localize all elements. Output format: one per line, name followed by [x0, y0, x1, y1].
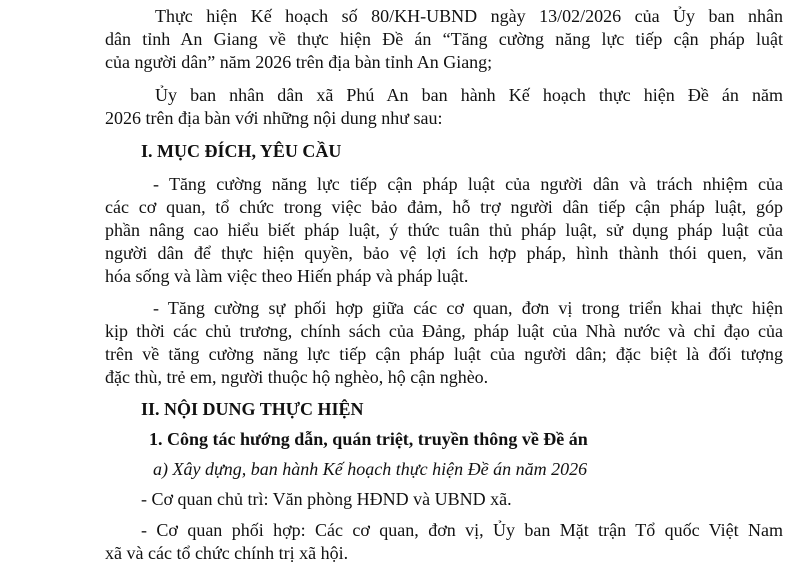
- purpose-paragraph-line: hóa sống và làm việc theo Hiến pháp và pháp luật.: [105, 266, 469, 286]
- purpose-paragraph-line: các cơ quan, tổ chức trong việc bảo đảm, hỗ trợ người dân tiếp cận pháp luật, góp: [105, 197, 783, 217]
- coop-agency-line: - Cơ quan phối hợp: Các cơ quan, đơn vị, Ủy ban Mặt trận Tổ quốc Việt Nam: [141, 520, 783, 540]
- purpose-paragraph-line: phần nâng cao hiểu biết pháp luật, ý thức tuân thủ pháp luật, sử dụng pháp luật của: [105, 220, 783, 240]
- intro-paragraph-line: 2026 trên địa bàn với những nội dung như sau:: [105, 108, 443, 128]
- coop-agency-line: xã và các tổ chức chính trị xã hội.: [105, 543, 349, 563]
- purpose-paragraph-line: đặc thù, trẻ em, người thuộc hộ nghèo, hộ cận nghèo.: [105, 367, 489, 387]
- item-heading: a) Xây dựng, ban hành Kế hoạch thực hiện Đề án năm 2026: [153, 459, 588, 479]
- purpose-paragraph-line: người dân để thực hiện quyền, bảo vệ lợi ích hợp pháp, hình thành thói quen, văn: [105, 243, 783, 263]
- intro-paragraph-line: của người dân” năm 2026 trên địa bàn tỉnh An Giang;: [105, 52, 493, 72]
- section-heading: I. MỤC ĐÍCH, YÊU CẦU: [141, 141, 342, 161]
- intro-paragraph-line: dân tỉnh An Giang về thực hiện Đề án “Tăng cường năng lực tiếp cận pháp luật: [105, 29, 783, 49]
- intro-paragraph-line: Ủy ban nhân dân xã Phú An ban hành Kế hoạch thực hiện Đề án năm: [155, 85, 783, 105]
- subsection-heading: 1. Công tác hướng dẫn, quán triệt, truyền thông về Đề án: [149, 429, 588, 449]
- lead-agency-line: - Cơ quan chủ trì: Văn phòng HĐND và UBND xã.: [141, 489, 512, 509]
- purpose-paragraph-line: kịp thời các chủ trương, chính sách của Đảng, pháp luật của Nhà nước và chỉ đạo của: [105, 321, 783, 341]
- section-heading: II. NỘI DUNG THỰC HIỆN: [141, 399, 364, 419]
- purpose-paragraph-line: trên về tăng cường năng lực tiếp cận pháp luật của người dân; đặc biệt là đối tượng: [105, 344, 783, 364]
- purpose-paragraph-line: - Tăng cường sự phối hợp giữa các cơ quan, đơn vị trong triển khai thực hiện: [153, 298, 783, 318]
- purpose-paragraph-line: - Tăng cường năng lực tiếp cận pháp luật của người dân và trách nhiệm của: [153, 174, 783, 194]
- intro-paragraph-line: Thực hiện Kế hoạch số 80/KH-UBND ngày 13/02/2026 của Ủy ban nhân: [155, 6, 783, 26]
